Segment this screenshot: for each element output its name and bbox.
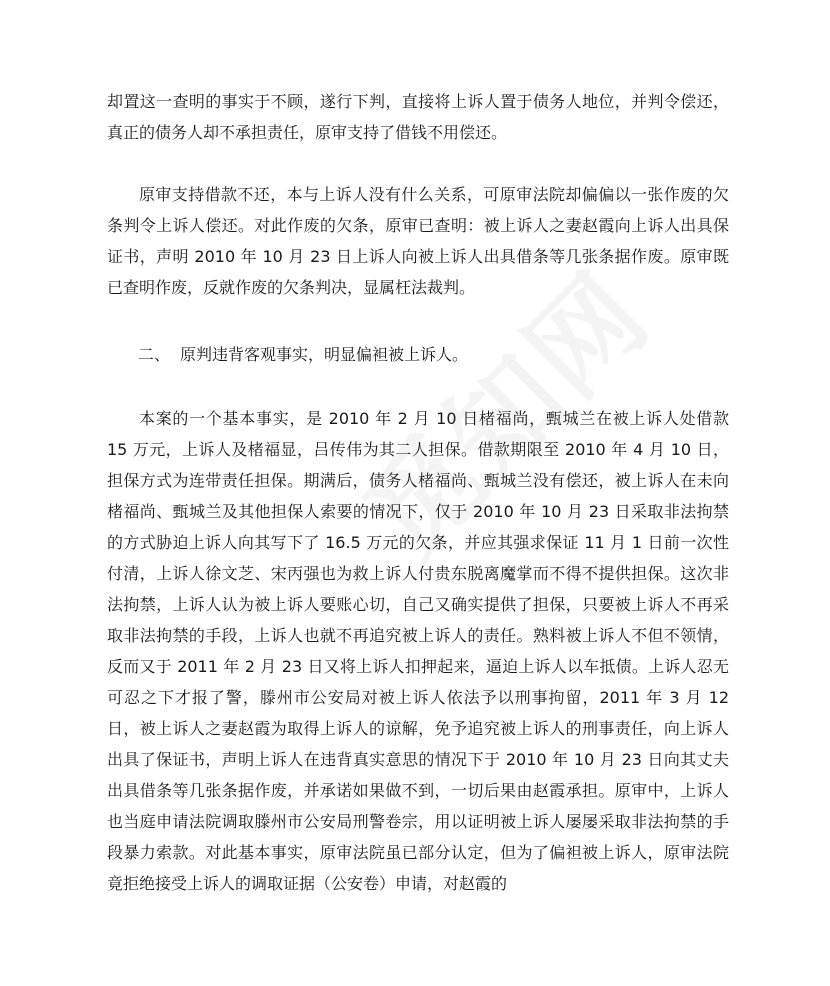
section-heading [138,339,468,370]
section-number: 二、 [138,345,171,364]
paragraph-basic-facts: 本案的一个基本事实，是 2010 年 2 月 10 日楮福尚，甄城兰在被上诉人处借款 15 万元，上诉人及楮福显，吕传伟为其二人担保。借款期限至 2010 年 4 月 10 日，担保方式为连带责任担保。期满后，债务人楮福尚、甄城兰没有偿还，被上诉人在未向楮福尚、甄城兰及其他担保人索要的情况下，仅于 2010 年 10 月 23 日采取非法拘禁的方式胁迫上诉人向其写下了 16.5 万元的欠条，并应其强求保证 11 月 1 日前一次性付清，上诉人徐文芝、宋丙强也为救上诉人付贵东脱离魔掌而不得不提供担保。这次非法拘禁，上诉人认为被上诉人要账心切，自己又确实提供了担保，只要被上诉人不再采取非法拘禁的手段，上诉人也就不再追究被上诉人的责任。熟料被上诉人不但不领情，反而又于 2011 年 2 月 23 日又将上诉人扣押起来，逼迫上诉人以车抵债。上诉人忍无可忍之下才报了警，滕州市公安局对被上诉人依法予以刑事拘留，2011 年 3 月 12 日，被上诉人之妻赵霞为取得上诉人的谅解，免予追究被上诉人的刑事责任，向上诉人出具了保证书，声明上诉人在违背真实意思的情况下于 2010 年 10 月 23 日向其丈夫出具借条等几张条据作废，并承诺如果做不到，一切后果由赵霞承担。原审中，上诉人也当庭申请法院调取滕州市公安局刑警卷宗，用以证明被上诉人屡屡采取非法拘禁的手段暴力索款。对此基本事实，原审法院虽已部分认定，但为了偏袒被上诉人，原审法院竟拒绝接受上诉人的调取证据（公安卷）申请，对赵霞的 [107,409,729,893]
paragraph-void-iou: 原审支持借款不还，本与上诉人没有什么关系，可原审法院却偏偏以一张作废的欠条判令上诉人偿还。对此作废的欠条，原审已查明：被上诉人之妻赵霞向上诉人出具保证书，声明 2010 年 10 月 23 日上诉人向被上诉人出具借条等几张条据作废。原审既已查明作废，反就作废的欠条判决，显属枉法裁判。 [107,185,729,297]
section-title: 原判违背客观事实，明显偏袒被上诉人。 [180,345,469,364]
paragraph-continuation: 却置这一查明的事实于不顾，遂行下判，直接将上诉人置于债务人地位，并判令偿还，真正的债务人却不承担责任，原审支持了借钱不用偿还。 [107,92,729,142]
